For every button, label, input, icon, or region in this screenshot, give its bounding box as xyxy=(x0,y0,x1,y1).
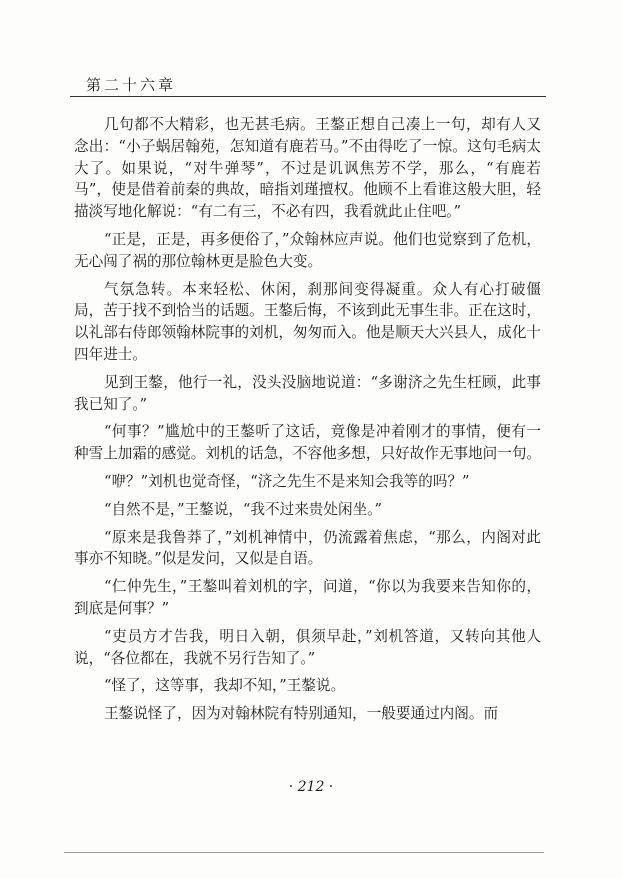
chapter-header: 第二十六章 xyxy=(86,76,177,94)
paragraph: 王鏊说怪了，因为对翰林院有特别通知，一般要通过内阁。而 xyxy=(104,705,499,723)
paragraph: “正是，正是，再多便俗了，”众翰林应声说。他们也觉察到了危机，无心闯了祸的那位翰林更是脸色大变。 xyxy=(74,230,541,270)
paragraph: “吏员方才告我，明日入朝，俱须早赴，”刘机答道，又转向其他人说，“各位都在，我就不另行告知了。” xyxy=(74,627,541,667)
paragraph: “原来是我鲁莽了，”刘机神情中，仍流露着焦虑，“那么，内阁对此事亦不知晓。”似是发问，又似是自语。 xyxy=(74,528,541,568)
bottom-rule xyxy=(64,852,544,853)
paragraph: “仁仲先生，”王鏊叫着刘机的字，问道，“你以为我要来告知你的，到底是何事？” xyxy=(74,578,541,617)
page-number: · 212 · xyxy=(288,779,334,795)
paragraph: “自然不是，”王鏊说，“我不过来贵处闲坐。” xyxy=(104,500,382,518)
paragraph: “怪了，这等事，我却不知，”王鏊说。 xyxy=(104,677,346,695)
paragraph: 气氛急转。本来轻松、休闲，刹那间变得凝重。众人有心打破僵局，苦于找不到恰当的话题。王鏊后悔，不该到此无事生非。正在这时，以礼部右侍郎领翰林院事的刘机，匆匆而入。他是顺天大兴县人，成化十四年进士。 xyxy=(74,280,542,363)
header-rule xyxy=(70,96,546,97)
paragraph: 见到王鏊，他行一礼，没头没脑地说道：“多谢济之先生枉顾，此事我已知了。” xyxy=(74,373,541,413)
paragraph: 几句都不大精彩，也无甚毛病。王鏊正想自己凑上一句，却有人又念出：“小子蜗居翰苑，怎知道有鹿若马。”不由得吃了一惊。这句毛病太大了。如果说，“对牛弹琴”，不过是讥讽焦芳不学，那么，“有鹿若马”，使是借着前秦的典故，暗指刘瑾擅权。他顾不上看谁这般大胆，轻描淡写地化解说：“有二有三，不必有四，我看就此止住吧。” xyxy=(74,116,541,221)
paragraph: “咿？”刘机也觉奇怪，“济之先生不是来知会我等的吗？” xyxy=(104,472,470,490)
paragraph: “何事？”尴尬中的王鏊听了这话，竟像是冲着刚才的事情，便有一种雪上加霜的感觉。刘机的话急，不容他多想，只好故作无事地问一句。 xyxy=(74,423,542,463)
body-text xyxy=(74,114,541,725)
